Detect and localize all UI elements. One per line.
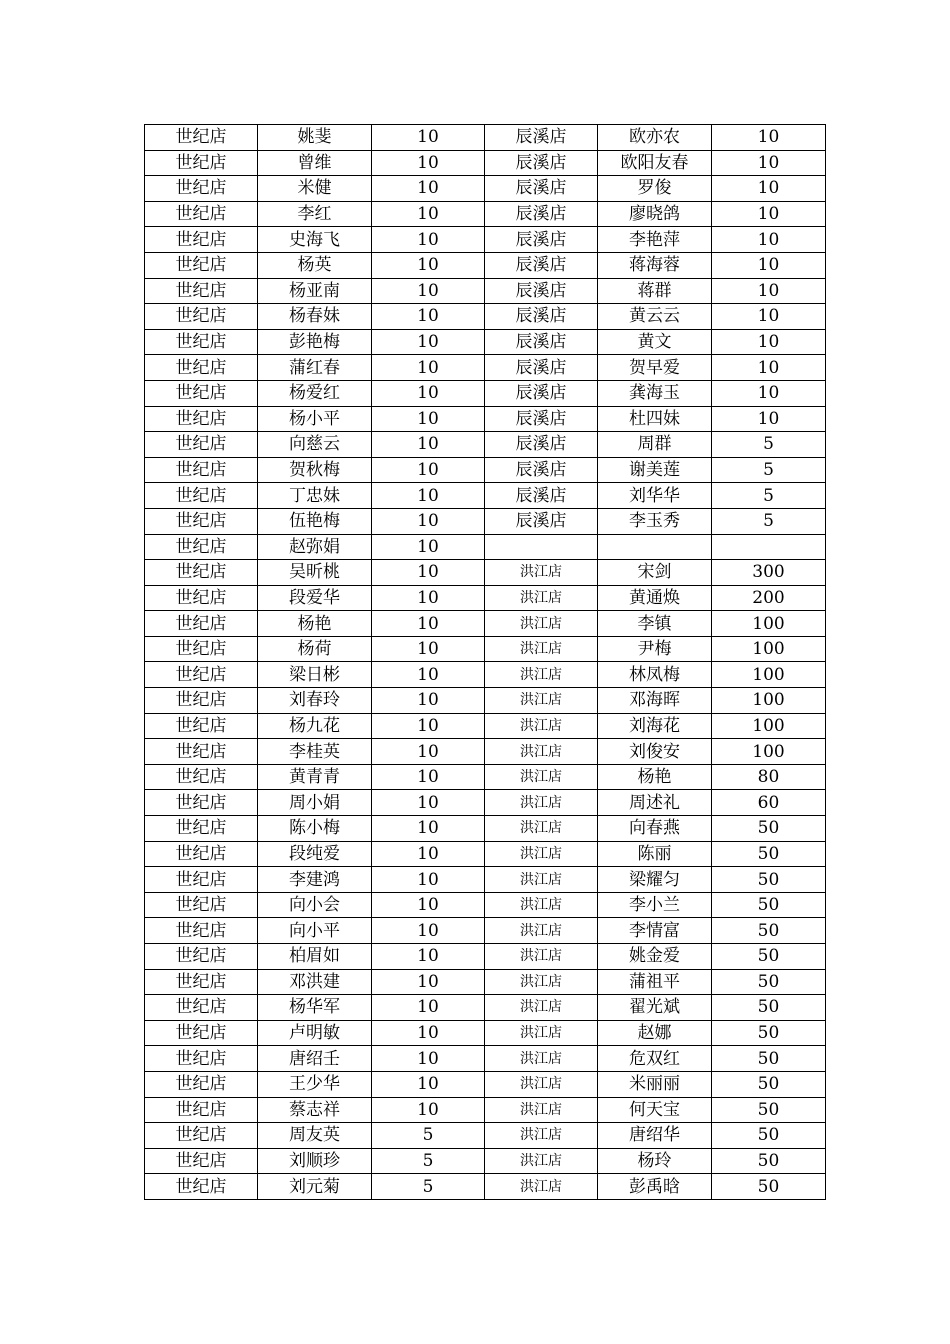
left-name-cell: 杨春妹: [258, 304, 372, 330]
left-store-cell: 世纪店: [145, 1071, 258, 1097]
right-amount-cell: 50: [712, 944, 826, 970]
right-amount-cell: 10: [712, 176, 826, 202]
left-store-cell: 世纪店: [145, 918, 258, 944]
right-name-cell: 罗俊: [598, 176, 712, 202]
table-row: [145, 790, 826, 816]
right-name-cell: 梁耀匀: [598, 867, 712, 893]
right-store-cell: [485, 534, 598, 560]
table-row: [145, 1148, 826, 1174]
left-store-cell: 世纪店: [145, 1097, 258, 1123]
left-amount-cell: 10: [372, 1046, 485, 1072]
right-amount-cell: 50: [712, 892, 826, 918]
left-amount-cell: 10: [372, 611, 485, 637]
left-store-cell: 世纪店: [145, 483, 258, 509]
left-store-cell: 世纪店: [145, 125, 258, 151]
right-store-cell: 洪江店: [485, 790, 598, 816]
left-name-cell: 段纯爱: [258, 841, 372, 867]
left-store-cell: 世纪店: [145, 841, 258, 867]
right-amount-cell: 80: [712, 764, 826, 790]
right-amount-cell: 50: [712, 1174, 826, 1200]
left-store-cell: 世纪店: [145, 1020, 258, 1046]
right-store-cell: 辰溪店: [485, 304, 598, 330]
right-name-cell: 杜四妹: [598, 406, 712, 432]
table-row: [145, 508, 826, 534]
table-row: [145, 995, 826, 1021]
left-name-cell: 杨荷: [258, 636, 372, 662]
left-name-cell: 卢明敏: [258, 1020, 372, 1046]
table-row: [145, 892, 826, 918]
left-amount-cell: 5: [372, 1174, 485, 1200]
left-name-cell: 杨爱红: [258, 380, 372, 406]
right-name-cell: 林凤梅: [598, 662, 712, 688]
right-name-cell: 宋剑: [598, 560, 712, 586]
right-store-cell: 洪江店: [485, 969, 598, 995]
left-name-cell: 刘春玲: [258, 688, 372, 714]
left-store-cell: 世纪店: [145, 969, 258, 995]
table-row: [145, 150, 826, 176]
right-name-cell: 彭禹晗: [598, 1174, 712, 1200]
left-store-cell: 世纪店: [145, 534, 258, 560]
left-name-cell: 刘元菊: [258, 1174, 372, 1200]
right-amount-cell: 50: [712, 1148, 826, 1174]
left-store-cell: 世纪店: [145, 867, 258, 893]
left-amount-cell: 10: [372, 508, 485, 534]
right-name-cell: 何天宝: [598, 1097, 712, 1123]
right-name-cell: 向春燕: [598, 816, 712, 842]
left-amount-cell: 10: [372, 483, 485, 509]
right-amount-cell: 100: [712, 662, 826, 688]
right-amount-cell: 50: [712, 918, 826, 944]
table-row: [145, 329, 826, 355]
left-name-cell: 王少华: [258, 1071, 372, 1097]
right-amount-cell: 10: [712, 355, 826, 381]
right-name-cell: 廖晓鸽: [598, 201, 712, 227]
right-amount-cell: 50: [712, 1046, 826, 1072]
right-name-cell: 周述礼: [598, 790, 712, 816]
right-amount-cell: 5: [712, 457, 826, 483]
left-store-cell: 世纪店: [145, 764, 258, 790]
left-amount-cell: 10: [372, 790, 485, 816]
table-row: [145, 483, 826, 509]
table-row: [145, 944, 826, 970]
right-store-cell: 辰溪店: [485, 329, 598, 355]
right-amount-cell: 50: [712, 1097, 826, 1123]
left-amount-cell: 10: [372, 662, 485, 688]
left-amount-cell: 10: [372, 329, 485, 355]
left-store-cell: 世纪店: [145, 611, 258, 637]
table-row: [145, 688, 826, 714]
right-amount-cell: 50: [712, 995, 826, 1021]
left-name-cell: 杨艳: [258, 611, 372, 637]
right-store-cell: 洪江店: [485, 944, 598, 970]
left-name-cell: 杨英: [258, 252, 372, 278]
table-row: [145, 636, 826, 662]
right-amount-cell: 100: [712, 611, 826, 637]
left-store-cell: 世纪店: [145, 739, 258, 765]
table-row: [145, 278, 826, 304]
right-store-cell: 洪江店: [485, 995, 598, 1021]
right-store-cell: 洪江店: [485, 892, 598, 918]
right-name-cell: 赵娜: [598, 1020, 712, 1046]
left-amount-cell: 10: [372, 406, 485, 432]
right-name-cell: 蒋群: [598, 278, 712, 304]
left-name-cell: 李建鸿: [258, 867, 372, 893]
right-store-cell: 辰溪店: [485, 252, 598, 278]
right-amount-cell: 300: [712, 560, 826, 586]
table-row: [145, 1174, 826, 1200]
left-amount-cell: 10: [372, 176, 485, 202]
right-store-cell: 洪江店: [485, 841, 598, 867]
right-store-cell: 辰溪店: [485, 176, 598, 202]
right-name-cell: 李玉秀: [598, 508, 712, 534]
right-name-cell: 李情富: [598, 918, 712, 944]
left-amount-cell: 10: [372, 457, 485, 483]
right-name-cell: [598, 534, 712, 560]
right-store-cell: 洪江店: [485, 1020, 598, 1046]
table-row: [145, 713, 826, 739]
left-store-cell: 世纪店: [145, 457, 258, 483]
right-store-cell: 辰溪店: [485, 457, 598, 483]
right-amount-cell: 50: [712, 841, 826, 867]
left-name-cell: 蔡志祥: [258, 1097, 372, 1123]
table-row: [145, 764, 826, 790]
right-name-cell: 蒋海蓉: [598, 252, 712, 278]
right-store-cell: 洪江店: [485, 918, 598, 944]
left-amount-cell: 5: [372, 1123, 485, 1149]
table-row: [145, 1123, 826, 1149]
table-row: [145, 585, 826, 611]
left-store-cell: 世纪店: [145, 944, 258, 970]
left-amount-cell: 10: [372, 278, 485, 304]
left-store-cell: 世纪店: [145, 816, 258, 842]
table-row: [145, 918, 826, 944]
left-name-cell: 刘顺珍: [258, 1148, 372, 1174]
right-store-cell: 洪江店: [485, 662, 598, 688]
table-row: [145, 201, 826, 227]
right-amount-cell: 100: [712, 688, 826, 714]
left-store-cell: 世纪店: [145, 995, 258, 1021]
table-row: [145, 1046, 826, 1072]
table-row: [145, 406, 826, 432]
right-store-cell: 洪江店: [485, 764, 598, 790]
left-store-cell: 世纪店: [145, 636, 258, 662]
right-amount-cell: 100: [712, 739, 826, 765]
right-amount-cell: 10: [712, 278, 826, 304]
right-amount-cell: [712, 534, 826, 560]
right-store-cell: 洪江店: [485, 867, 598, 893]
right-store-cell: 洪江店: [485, 688, 598, 714]
left-store-cell: 世纪店: [145, 790, 258, 816]
right-store-cell: 辰溪店: [485, 380, 598, 406]
left-amount-cell: 10: [372, 380, 485, 406]
left-store-cell: 世纪店: [145, 355, 258, 381]
right-store-cell: 洪江店: [485, 1148, 598, 1174]
right-store-cell: 洪江店: [485, 713, 598, 739]
left-amount-cell: 10: [372, 867, 485, 893]
left-amount-cell: 10: [372, 585, 485, 611]
right-amount-cell: 10: [712, 125, 826, 151]
left-store-cell: 世纪店: [145, 508, 258, 534]
right-name-cell: 李艳萍: [598, 227, 712, 253]
left-amount-cell: 10: [372, 201, 485, 227]
left-store-cell: 世纪店: [145, 662, 258, 688]
left-store-cell: 世纪店: [145, 380, 258, 406]
right-amount-cell: 10: [712, 304, 826, 330]
left-name-cell: 陈小梅: [258, 816, 372, 842]
right-name-cell: 欧亦农: [598, 125, 712, 151]
left-name-cell: 杨小平: [258, 406, 372, 432]
right-name-cell: 李镇: [598, 611, 712, 637]
left-store-cell: 世纪店: [145, 252, 258, 278]
right-store-cell: 洪江店: [485, 611, 598, 637]
right-store-cell: 辰溪店: [485, 201, 598, 227]
left-name-cell: 曾维: [258, 150, 372, 176]
right-store-cell: 洪江店: [485, 1071, 598, 1097]
left-amount-cell: 10: [372, 227, 485, 253]
left-store-cell: 世纪店: [145, 1046, 258, 1072]
table-row: [145, 432, 826, 458]
right-store-cell: 洪江店: [485, 816, 598, 842]
left-amount-cell: 10: [372, 355, 485, 381]
left-amount-cell: 10: [372, 1071, 485, 1097]
left-name-cell: 杨亚南: [258, 278, 372, 304]
right-name-cell: 杨艳: [598, 764, 712, 790]
right-amount-cell: 5: [712, 508, 826, 534]
right-amount-cell: 10: [712, 329, 826, 355]
right-amount-cell: 10: [712, 201, 826, 227]
left-amount-cell: 10: [372, 1097, 485, 1123]
table-row: [145, 969, 826, 995]
left-amount-cell: 10: [372, 1020, 485, 1046]
right-store-cell: 辰溪店: [485, 227, 598, 253]
left-amount-cell: 10: [372, 995, 485, 1021]
left-amount-cell: 10: [372, 841, 485, 867]
right-store-cell: 辰溪店: [485, 355, 598, 381]
table-row: [145, 841, 826, 867]
left-store-cell: 世纪店: [145, 585, 258, 611]
left-name-cell: 姚斐: [258, 125, 372, 151]
right-name-cell: 姚金爱: [598, 944, 712, 970]
left-store-cell: 世纪店: [145, 150, 258, 176]
left-amount-cell: 10: [372, 764, 485, 790]
table-row: [145, 1071, 826, 1097]
left-store-cell: 世纪店: [145, 432, 258, 458]
left-name-cell: 赵弥娟: [258, 534, 372, 560]
table-row: [145, 125, 826, 151]
right-store-cell: 洪江店: [485, 1097, 598, 1123]
left-store-cell: 世纪店: [145, 1148, 258, 1174]
left-amount-cell: 10: [372, 713, 485, 739]
left-amount-cell: 10: [372, 688, 485, 714]
left-name-cell: 唐绍壬: [258, 1046, 372, 1072]
left-amount-cell: 10: [372, 304, 485, 330]
right-amount-cell: 100: [712, 713, 826, 739]
left-name-cell: 伍艳梅: [258, 508, 372, 534]
table-row: [145, 176, 826, 202]
right-store-cell: 辰溪店: [485, 150, 598, 176]
table-row: [145, 867, 826, 893]
right-name-cell: 欧阳友春: [598, 150, 712, 176]
right-name-cell: 刘华华: [598, 483, 712, 509]
right-name-cell: 陈丽: [598, 841, 712, 867]
right-amount-cell: 200: [712, 585, 826, 611]
table-row: [145, 662, 826, 688]
left-amount-cell: 10: [372, 125, 485, 151]
left-store-cell: 世纪店: [145, 201, 258, 227]
right-name-cell: 唐绍华: [598, 1123, 712, 1149]
left-name-cell: 柏眉如: [258, 944, 372, 970]
right-name-cell: 邓海晖: [598, 688, 712, 714]
right-store-cell: 辰溪店: [485, 278, 598, 304]
left-amount-cell: 10: [372, 534, 485, 560]
left-store-cell: 世纪店: [145, 278, 258, 304]
table-row: [145, 1020, 826, 1046]
right-amount-cell: 10: [712, 380, 826, 406]
right-store-cell: 洪江店: [485, 1123, 598, 1149]
left-amount-cell: 10: [372, 150, 485, 176]
right-name-cell: 危双红: [598, 1046, 712, 1072]
right-store-cell: 辰溪店: [485, 483, 598, 509]
right-amount-cell: 10: [712, 150, 826, 176]
left-store-cell: 世纪店: [145, 304, 258, 330]
left-name-cell: 杨华军: [258, 995, 372, 1021]
donation-table: [144, 124, 826, 1200]
left-store-cell: 世纪店: [145, 560, 258, 586]
right-store-cell: 洪江店: [485, 1174, 598, 1200]
table-row: [145, 252, 826, 278]
right-name-cell: 尹梅: [598, 636, 712, 662]
table-row: [145, 560, 826, 586]
right-name-cell: 黄云云: [598, 304, 712, 330]
left-amount-cell: 10: [372, 636, 485, 662]
left-name-cell: 向慈云: [258, 432, 372, 458]
left-name-cell: 向小会: [258, 892, 372, 918]
right-amount-cell: 60: [712, 790, 826, 816]
right-name-cell: 贺早爱: [598, 355, 712, 381]
table-row: [145, 534, 826, 560]
right-name-cell: 杨玲: [598, 1148, 712, 1174]
left-name-cell: 彭艳梅: [258, 329, 372, 355]
table-row: [145, 304, 826, 330]
right-store-cell: 辰溪店: [485, 508, 598, 534]
left-store-cell: 世纪店: [145, 176, 258, 202]
left-name-cell: 李红: [258, 201, 372, 227]
right-store-cell: 洪江店: [485, 560, 598, 586]
left-amount-cell: 10: [372, 252, 485, 278]
left-name-cell: 贺秋梅: [258, 457, 372, 483]
left-amount-cell: 10: [372, 918, 485, 944]
left-amount-cell: 5: [372, 1148, 485, 1174]
right-name-cell: 翟光斌: [598, 995, 712, 1021]
right-name-cell: 黄通焕: [598, 585, 712, 611]
left-name-cell: 段爱华: [258, 585, 372, 611]
right-name-cell: 米丽丽: [598, 1071, 712, 1097]
right-amount-cell: 5: [712, 432, 826, 458]
table-row: [145, 1097, 826, 1123]
right-store-cell: 洪江店: [485, 739, 598, 765]
table-row: [145, 355, 826, 381]
left-name-cell: 米健: [258, 176, 372, 202]
left-store-cell: 世纪店: [145, 227, 258, 253]
left-name-cell: 蒲红春: [258, 355, 372, 381]
right-store-cell: 洪江店: [485, 585, 598, 611]
right-name-cell: 李小兰: [598, 892, 712, 918]
left-store-cell: 世纪店: [145, 329, 258, 355]
left-store-cell: 世纪店: [145, 406, 258, 432]
left-name-cell: 李桂英: [258, 739, 372, 765]
right-store-cell: 洪江店: [485, 1046, 598, 1072]
left-name-cell: 周友英: [258, 1123, 372, 1149]
right-amount-cell: 10: [712, 252, 826, 278]
right-amount-cell: 50: [712, 816, 826, 842]
right-amount-cell: 5: [712, 483, 826, 509]
table-row: [145, 611, 826, 637]
table-row: [145, 380, 826, 406]
right-amount-cell: 10: [712, 227, 826, 253]
right-name-cell: 刘俊安: [598, 739, 712, 765]
table-row: [145, 739, 826, 765]
right-amount-cell: 10: [712, 406, 826, 432]
right-amount-cell: 50: [712, 1071, 826, 1097]
left-name-cell: 向小平: [258, 918, 372, 944]
right-amount-cell: 50: [712, 1123, 826, 1149]
left-amount-cell: 10: [372, 892, 485, 918]
left-name-cell: 吴昕桃: [258, 560, 372, 586]
right-store-cell: 辰溪店: [485, 125, 598, 151]
left-amount-cell: 10: [372, 739, 485, 765]
table-row: [145, 816, 826, 842]
left-amount-cell: 10: [372, 969, 485, 995]
right-name-cell: 周群: [598, 432, 712, 458]
left-amount-cell: 10: [372, 560, 485, 586]
left-store-cell: 世纪店: [145, 1174, 258, 1200]
left-name-cell: 史海飞: [258, 227, 372, 253]
left-store-cell: 世纪店: [145, 1123, 258, 1149]
table-row: [145, 227, 826, 253]
left-store-cell: 世纪店: [145, 713, 258, 739]
left-store-cell: 世纪店: [145, 892, 258, 918]
right-name-cell: 蒲祖平: [598, 969, 712, 995]
left-name-cell: 周小娟: [258, 790, 372, 816]
right-name-cell: 黄文: [598, 329, 712, 355]
right-name-cell: 龚海玉: [598, 380, 712, 406]
left-name-cell: 梁日彬: [258, 662, 372, 688]
right-amount-cell: 100: [712, 636, 826, 662]
right-amount-cell: 50: [712, 1020, 826, 1046]
right-store-cell: 洪江店: [485, 636, 598, 662]
left-store-cell: 世纪店: [145, 688, 258, 714]
left-name-cell: 邓洪建: [258, 969, 372, 995]
right-store-cell: 辰溪店: [485, 432, 598, 458]
table-body: [145, 125, 826, 1200]
right-store-cell: 辰溪店: [485, 406, 598, 432]
right-name-cell: 谢美莲: [598, 457, 712, 483]
left-name-cell: 黄青青: [258, 764, 372, 790]
left-amount-cell: 10: [372, 816, 485, 842]
left-name-cell: 丁忠妹: [258, 483, 372, 509]
right-amount-cell: 50: [712, 867, 826, 893]
right-amount-cell: 50: [712, 969, 826, 995]
table-row: [145, 457, 826, 483]
left-name-cell: 杨九花: [258, 713, 372, 739]
left-amount-cell: 10: [372, 432, 485, 458]
right-name-cell: 刘海花: [598, 713, 712, 739]
left-amount-cell: 10: [372, 944, 485, 970]
